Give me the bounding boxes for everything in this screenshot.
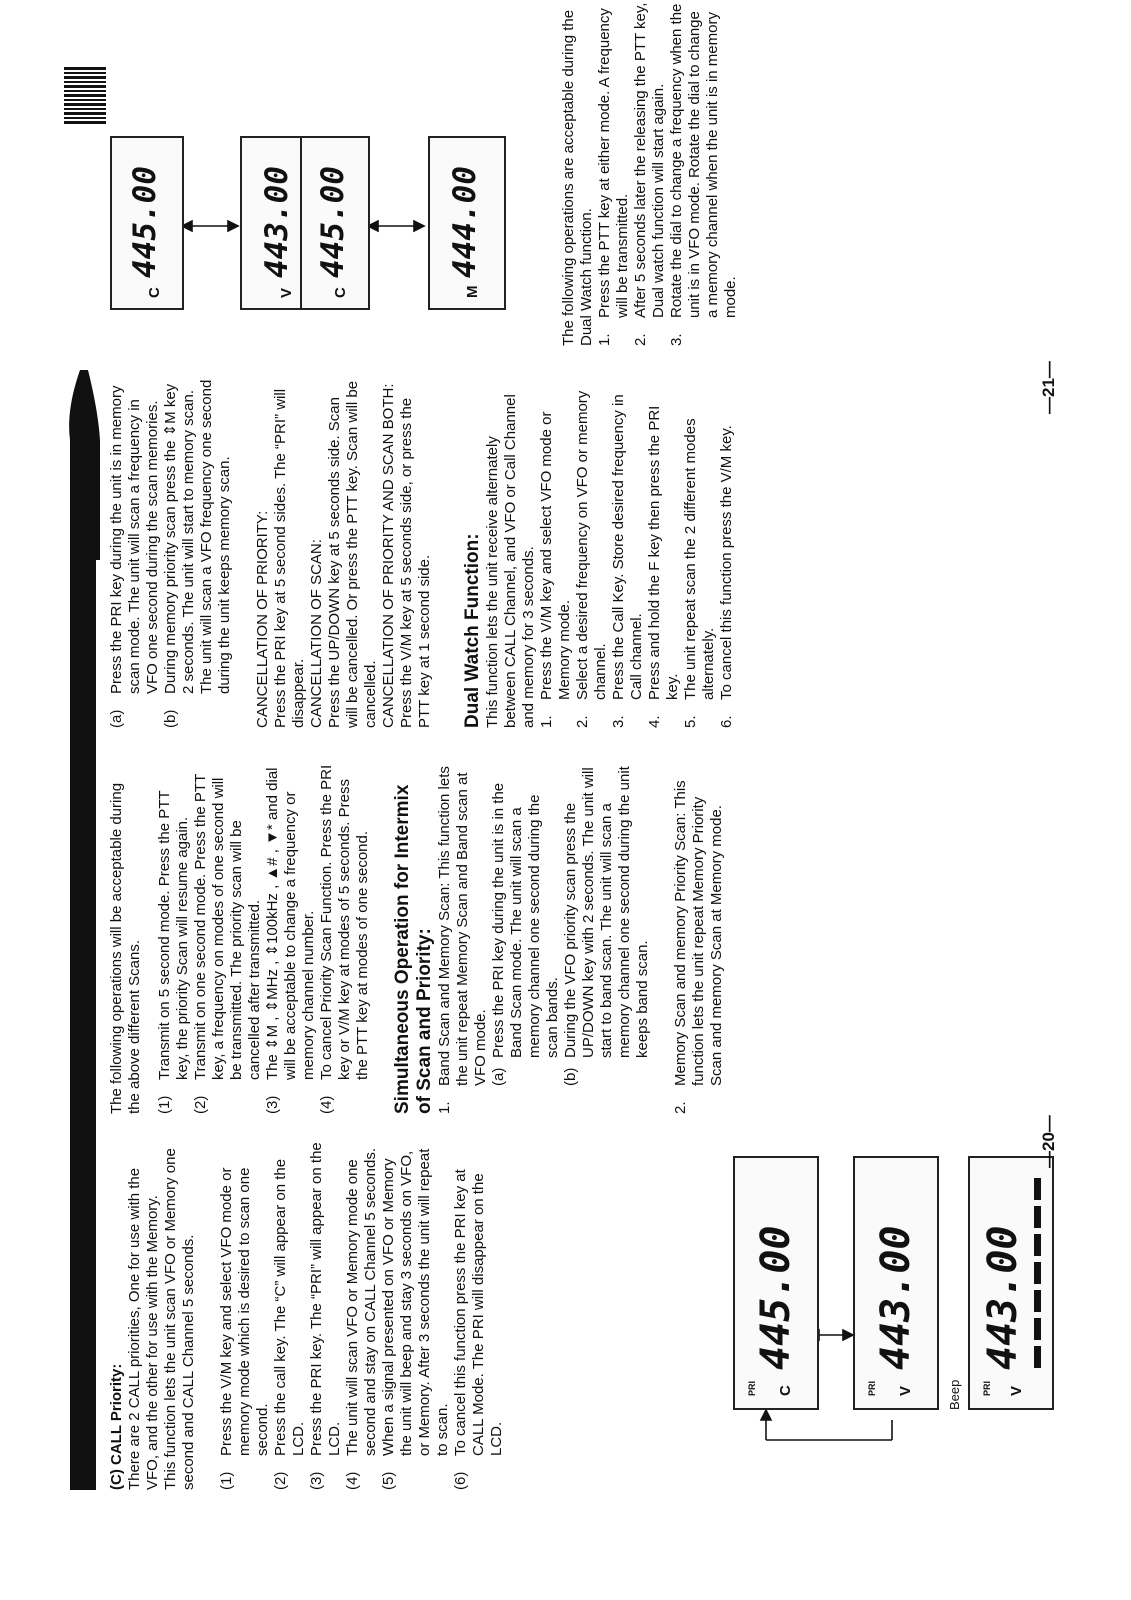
memory-priority-subitems — [108, 378, 234, 728]
mode-indicator: V — [1008, 1385, 1025, 1396]
signal-meter-segment — [1034, 1206, 1041, 1228]
mode-indicator: C — [332, 287, 349, 298]
list-item: (3) The ⇕M , ⇕MHz , ⇕100kHz , ▲# , ▼* and dial will be acceptable to change a frequency or memory channel number. — [264, 767, 317, 1114]
list-item: 2. Select a desired frequency on VFO or memory channel. — [574, 390, 609, 728]
signal-meter-segment — [1034, 1290, 1041, 1312]
list-item: (b) During the VFO priority scan press the UP/DOWN key with 2 seconds. The unit will start to band scan. The unit will scan a memory channel one second during the unit keeps band scan. — [562, 766, 651, 1086]
list-item: (5) When a signal presented on VFO or Memory the unit will beep and stay 3 seconds on VFO, or Memory. After 3 seconds the unit will repeat to scan. — [380, 1148, 451, 1490]
band-scan-subitems — [490, 762, 652, 1086]
lcd-display-call-445 — [733, 1156, 819, 1410]
beep-label: Beep — [947, 1379, 962, 1410]
signal-meter-segment — [1034, 1262, 1041, 1284]
call-priority-heading: (C) CALL Priority: — [108, 1363, 125, 1490]
dual-watch-operations-intro: The following operations are acceptable during the Dual Watch function. — [560, 9, 595, 346]
list-item: 5. The unit repeat scan the 2 different modes alternately. — [682, 418, 717, 728]
intermix-list — [436, 762, 726, 1114]
signal-meter-segment — [1034, 1346, 1041, 1368]
dual-watch-title: Dual Watch Function: — [462, 533, 483, 728]
lcd-display-call-445-second — [300, 136, 370, 310]
mode-indicator: V — [897, 1385, 914, 1396]
list-item: (2) Press the call key. The “C” will appear on the LCD. — [272, 1158, 307, 1490]
dual-watch-intro: This function lets the unit receive alternately between CALL Channel, and VFO or Call Channel and memory for 3 seconds. — [484, 394, 537, 728]
list-item: 2. Memory Scan and memory Priority Scan: This function lets the unit repeat Memory Priority Scan and memory Scan at Memory mode. — [672, 780, 725, 1114]
list-item: (b) During memory priority scan press the ⇕M key 2 seconds. The unit will start to memory scan. The unit will scan a VFO frequency one second during the unit keeps memory scan. — [162, 379, 233, 728]
cancel-scan-heading: CANCELLATION OF SCAN: — [308, 539, 325, 728]
left-page-column-1 — [108, 1138, 506, 1490]
lcd-frequency: 445.00 — [315, 166, 351, 278]
mode-indicator: V — [278, 287, 295, 298]
list-item: 1. Press the V/M key and select VFO mode or Memory mode. — [538, 411, 573, 728]
cancel-both-heading: CANCELLATION OF PRIORITY AND SCAN BOTH: — [380, 383, 397, 728]
list-item: 1. Press the PTT key at either mode. A frequency will be transmitted. — [596, 8, 631, 346]
list-item: (2) Transmit on one second mode. Press the PTT key, a frequency on modes of one second will be transmitted. The priority scan will be cancelled after transmitted. — [192, 774, 263, 1114]
right-page-column-3 — [108, 378, 736, 728]
left-page-column-2 — [108, 762, 726, 1114]
call-priority-intro-2: This function lets the unit scan VFO or Memory one second and CALL Channel 5 seconds. — [162, 1148, 197, 1490]
lcd-frequency: 444.00 — [447, 166, 483, 278]
list-item: (4) To cancel Priority Scan Function. Press the PRI key or V/M key at modes of 5 seconds. Press the PTT key at modes of one second. — [318, 764, 371, 1114]
page-number-20: —20— — [1039, 1115, 1058, 1168]
list-item: (a) Press the PRI key during the unit is in the Band Scan mode. The unit will scan a memory channel one second during the scan bands. — [490, 782, 561, 1086]
lcd-frequency: 443.00 — [259, 166, 295, 278]
cancel-both-text: Press the V/M key at 5 seconds side, or press the PTT key at 1 second side. — [398, 397, 433, 728]
pri-indicator: PRI — [747, 1380, 757, 1396]
signal-meter-segment — [1034, 1318, 1041, 1340]
list-item: (a) Press the PRI key during the unit is in memory scan mode. The unit will scan a frequency in VFO one second during the scan memories. — [108, 385, 161, 728]
call-priority-intro: There are 2 CALL priorities, One for use with the VFO, and the other for use with the Memory. — [126, 1167, 161, 1490]
list-item: 3. Press the Call Key. Store desired frequency in Call channel. — [610, 394, 645, 728]
cancel-scan-text: Press the UP/DOWN key at 5 seconds side. Scan will be cancelled. Or press the PTT key. Scan will be cancelled. — [326, 380, 379, 728]
list-item: 4. Press and hold the F key then press the PRI key. — [646, 405, 681, 728]
lcd-display-vfo-443-signal — [968, 1156, 1054, 1410]
right-page-column-4 — [560, 1, 740, 346]
list-item: 2. After 5 seconds later the releasing the PTT key, Dual watch function will start again. — [632, 2, 667, 346]
list-item: 6. To cancel this function press the V/M key. — [718, 425, 735, 728]
signal-meter-segment — [1034, 1178, 1041, 1200]
lcd-display-mem-444 — [428, 136, 506, 310]
signal-meter-segment — [1034, 1234, 1041, 1256]
lcd-frequency: 443.00 — [980, 1225, 1026, 1370]
dual-watch-operations — [596, 1, 740, 346]
call-priority-steps — [218, 1138, 506, 1490]
header-bar — [70, 530, 96, 1490]
mode-indicator: C — [777, 1385, 794, 1396]
printer-registration-mark — [64, 64, 106, 124]
mode-indicator: M — [464, 285, 481, 298]
dual-watch-steps — [538, 378, 736, 728]
mode-indicator: C — [146, 287, 163, 298]
lcd-display-vfo-443 — [853, 1156, 939, 1410]
pri-indicator: PRI — [867, 1380, 877, 1396]
pri-indicator: PRI — [982, 1380, 992, 1396]
list-item: (1) Transmit on 5 second mode. Press the PTT key, the priority Scan will resume again. — [156, 790, 191, 1114]
torn-edge-mark — [66, 370, 104, 560]
list-item: 3. Rotate the dial to change a frequency when the unit is in VFO mode. Rotate the dial to change a memory channel when the unit is in memory mode. — [668, 3, 739, 346]
lcd-frequency: 445.00 — [753, 1225, 799, 1370]
list-item: (4) The unit will scan VFO or Memory mode one second and stay on CALL Channel 5 seconds. — [344, 1148, 379, 1490]
cancel-priority-text: Press the PRI key at 5 second sides. The “PRI” will disappear. — [272, 388, 307, 728]
scan-operations-intro: The following operations will be acceptable during the above different Scans. — [108, 782, 143, 1114]
list-item: (3) Press the PRI key. The “PRI” will appear on the LCD. — [308, 1142, 343, 1490]
scan-operations-steps — [156, 762, 372, 1114]
lcd-frequency: 443.00 — [873, 1225, 919, 1370]
lcd-frequency: 445.00 — [127, 166, 163, 278]
simultaneous-operation-title: Simultaneous Operation for Intermix of Scan and Priority: — [392, 784, 435, 1114]
list-item: (6) To cancel this function press the PRI key at CALL Mode. The PRI will disappear on the LCD. — [452, 1169, 505, 1490]
list-item: (1) Press the V/M key and select VFO mode or memory mode which is desired to scan one second. — [218, 1167, 271, 1490]
page-number-21: —21— — [1039, 361, 1058, 414]
cancel-priority-heading: CANCELLATION OF PRIORITY: — [254, 510, 271, 728]
lcd-display-call-445 — [110, 136, 184, 310]
list-item: 1. Band Scan and Memory Scan: This function lets the unit repeat Memory Scan and Band scan at VFO mode. (a) Press the PRI key during the unit is in the Band Scan mode. The unit will scan a memory channel one second during the scan bands. (b) During the VFO priority scan press the UP/DOWN key with 2 seconds. The unit will start to band scan. The unit will scan a memory channel one second during the unit keeps band scan. — [436, 762, 652, 1114]
